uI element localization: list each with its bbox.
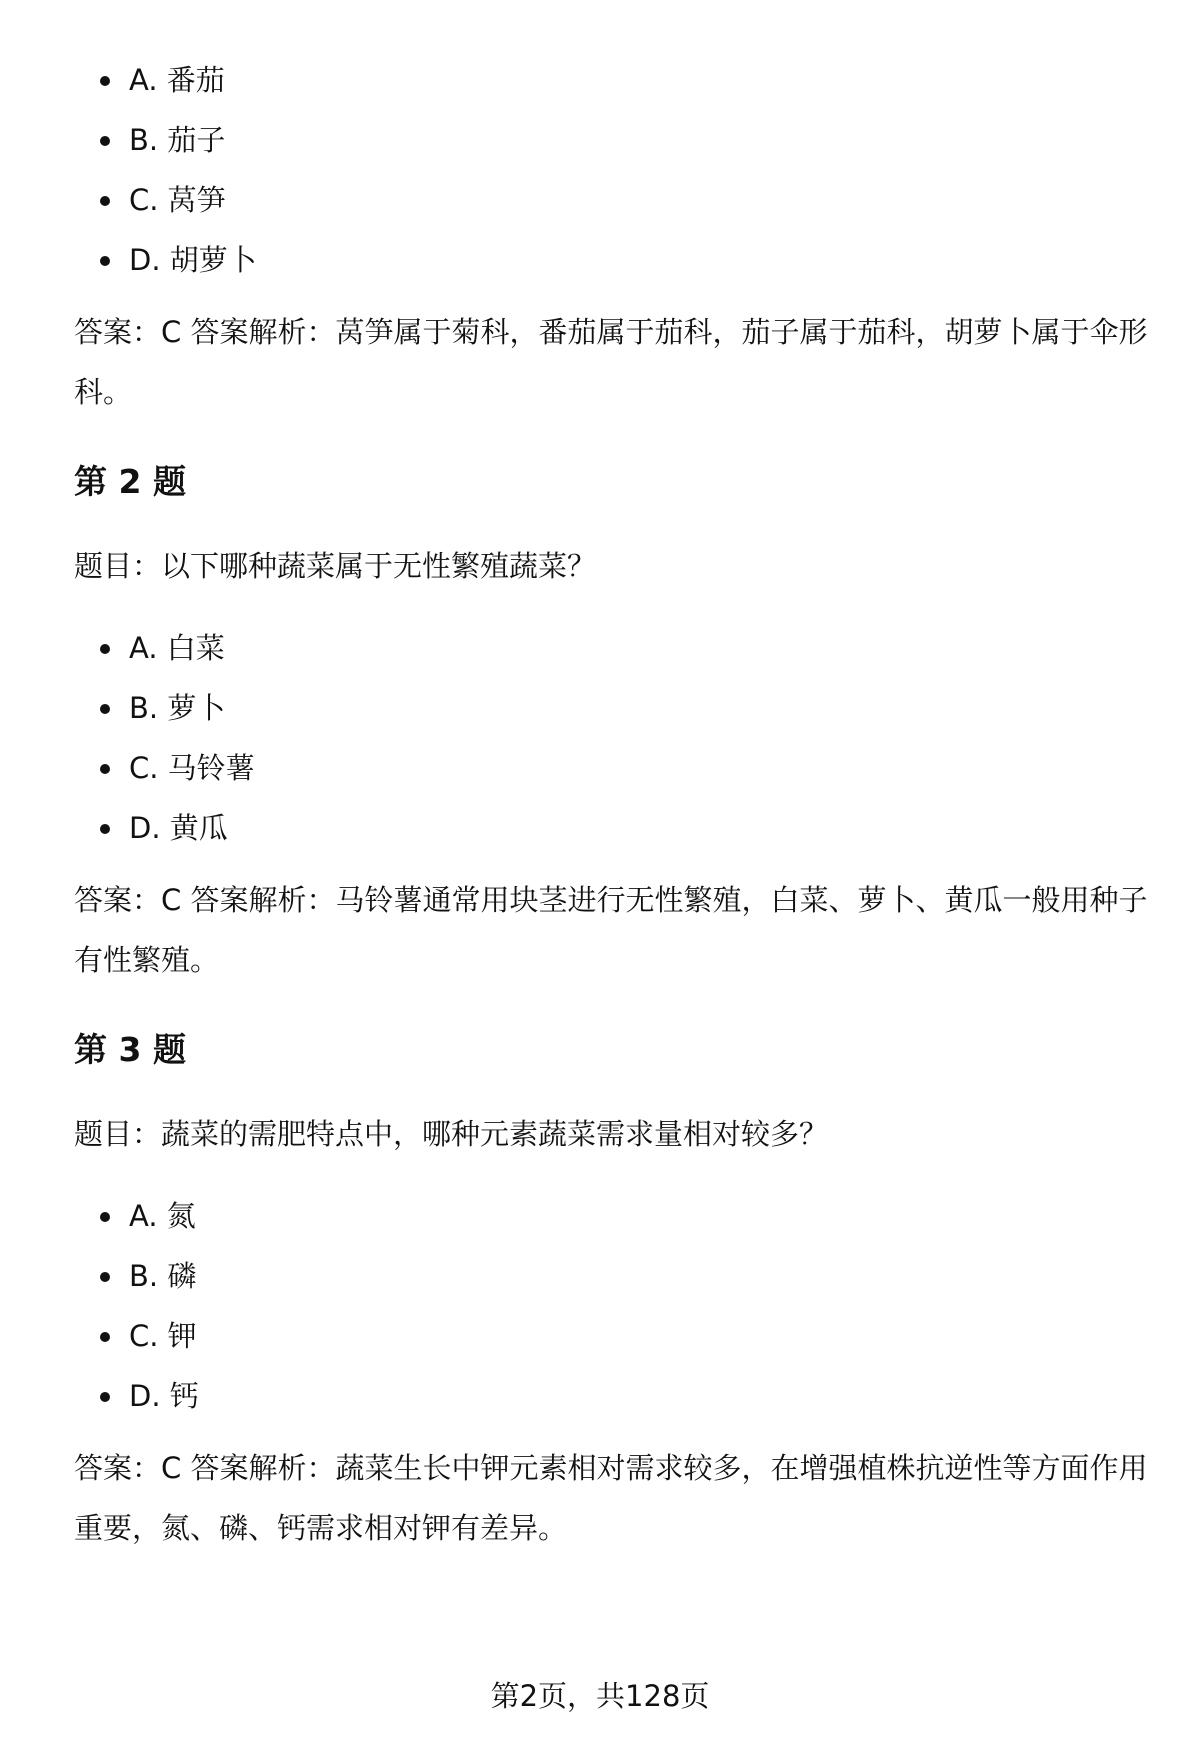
list-item [74, 242, 1150, 278]
q2-answer: 答案：C 答案解析：马铃薯通常用块茎进行无性繁殖，白菜、萝卜、黄瓜一般用种子有性繁殖。 [74, 883, 1148, 977]
list-item [74, 62, 1150, 98]
q2-heading: 第 2 题 [74, 462, 186, 501]
bullet-icon [100, 704, 110, 714]
list-item [74, 1198, 1150, 1234]
bullet-icon [100, 764, 110, 774]
bullet-icon [100, 644, 110, 654]
q1-option-a: A. 番茄 [129, 63, 225, 97]
bullet-icon [100, 76, 110, 86]
q3-heading: 第 3 题 [74, 1030, 186, 1069]
page-number-footer: 第2页，共128页 [490, 1679, 710, 1713]
q3-option-c: C. 钾 [129, 1319, 197, 1353]
q1-option-d: D. 胡萝卜 [129, 243, 257, 277]
bullet-icon [100, 1212, 110, 1222]
q3-stem: 题目：蔬菜的需肥特点中，哪种元素蔬菜需求量相对较多？ [74, 1117, 829, 1151]
q2-option-b: B. 萝卜 [129, 691, 226, 725]
q2-options [74, 630, 1150, 846]
q3-option-d: D. 钙 [129, 1379, 199, 1413]
q3-answer: 答案：C 答案解析：蔬菜生长中钾元素相对需求较多，在增强植株抗逆性等方面作用重要，氮、磷、钙需求相对钾有差异。 [74, 1451, 1148, 1545]
bullet-icon [100, 136, 110, 146]
bullet-icon [100, 1392, 110, 1402]
q2-stem: 题目：以下哪种蔬菜属于无性繁殖蔬菜？ [74, 549, 597, 583]
bullet-icon [100, 1272, 110, 1282]
document-page [74, 62, 1150, 1558]
list-item [74, 810, 1150, 846]
list-item [74, 122, 1150, 158]
list-item [74, 1258, 1150, 1294]
q3-option-b: B. 磷 [129, 1259, 197, 1293]
bullet-icon [100, 196, 110, 206]
bullet-icon [100, 1332, 110, 1342]
list-item [74, 630, 1150, 666]
bullet-icon [100, 824, 110, 834]
q1-options [74, 62, 1150, 278]
q1-option-c: C. 莴笋 [129, 183, 226, 217]
bullet-icon [100, 256, 110, 266]
q3-option-a: A. 氮 [129, 1199, 196, 1233]
list-item [74, 1378, 1150, 1414]
q1-answer: 答案：C 答案解析：莴笋属于菊科，番茄属于茄科，茄子属于茄科，胡萝卜属于伞形科。 [74, 315, 1148, 409]
list-item [74, 690, 1150, 726]
q3-options [74, 1198, 1150, 1414]
list-item [74, 750, 1150, 786]
q2-option-d: D. 黄瓜 [129, 811, 228, 845]
q2-option-a: A. 白菜 [129, 631, 225, 665]
q2-option-c: C. 马铃薯 [129, 751, 255, 785]
list-item [74, 182, 1150, 218]
list-item [74, 1318, 1150, 1354]
q1-option-b: B. 茄子 [129, 123, 226, 157]
